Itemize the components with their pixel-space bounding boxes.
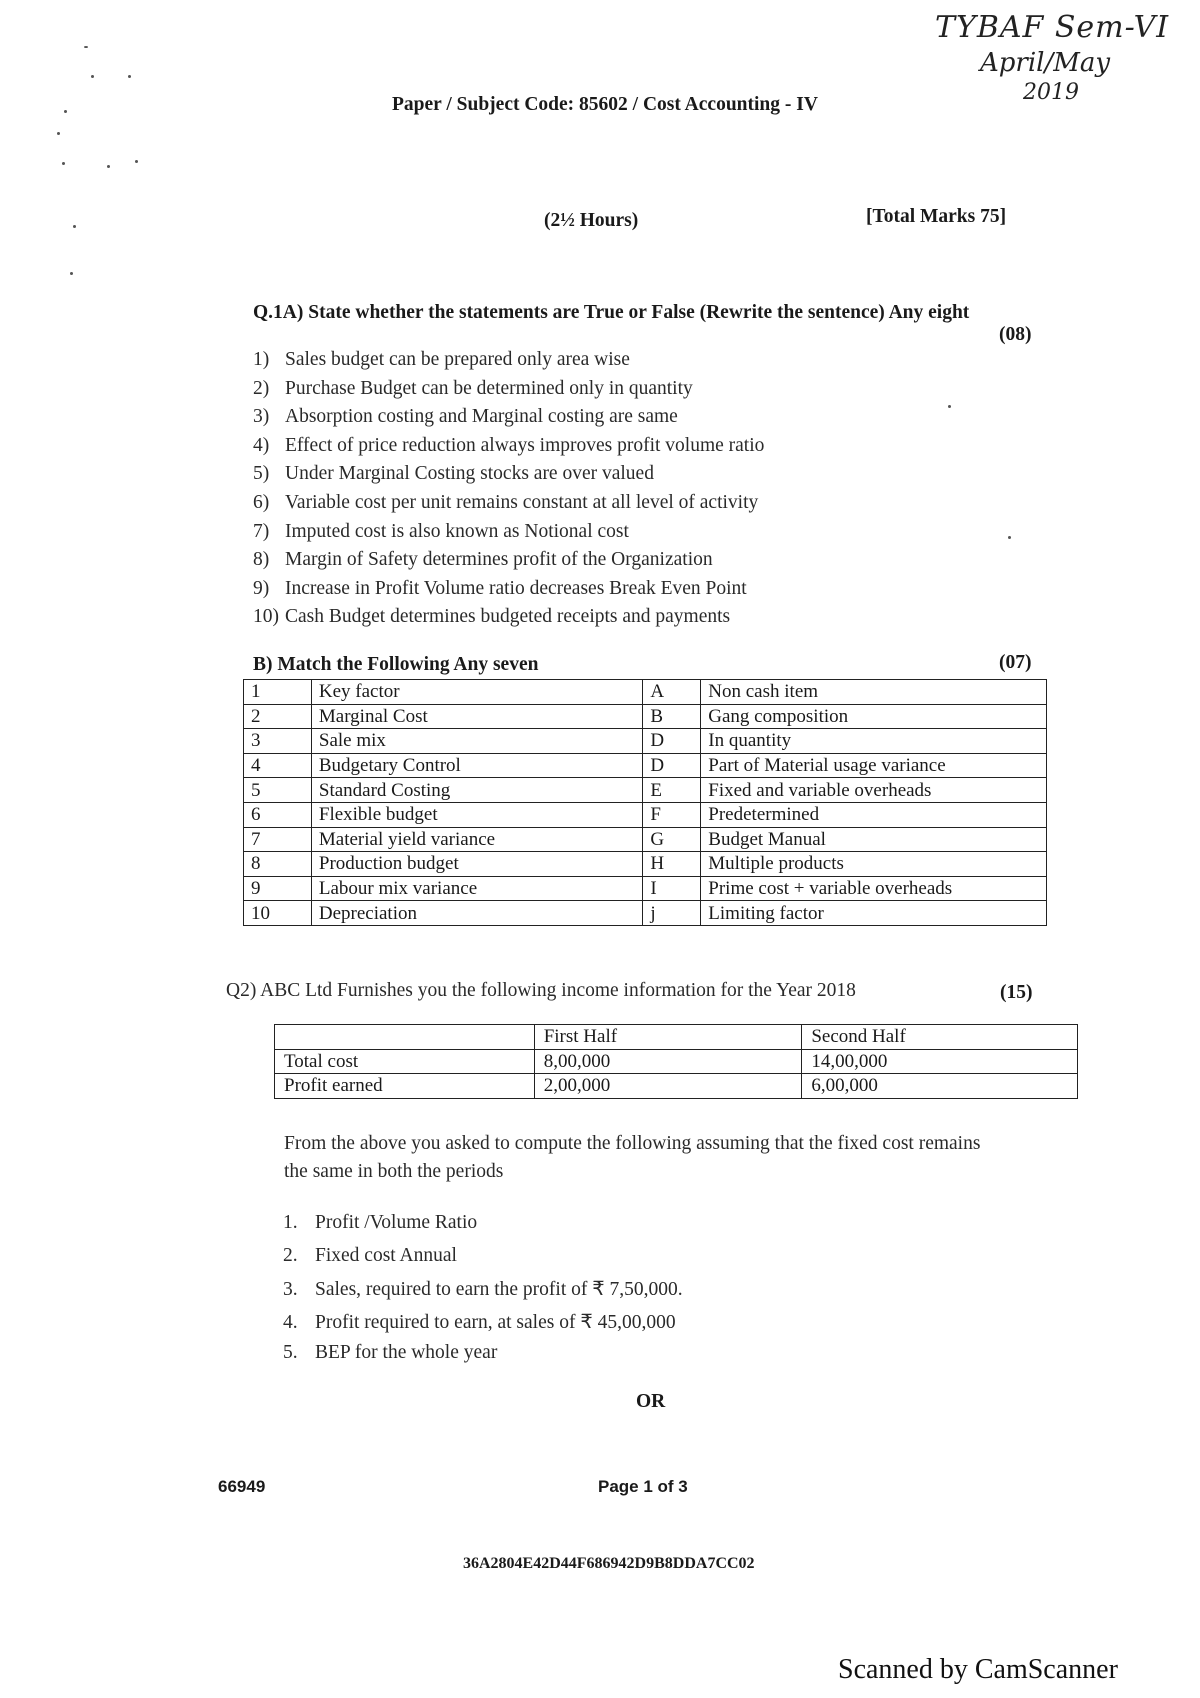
- camscanner-watermark: Scanned by CamScanner: [838, 1654, 1118, 1685]
- scan-speck: [1008, 536, 1011, 539]
- q1b-marks: (07): [999, 652, 1032, 673]
- document-hash: 36A2804E42D44F686942D9B8DDA7CC02: [463, 1555, 755, 1572]
- scan-speck: [135, 160, 138, 163]
- list-item: 2. Fixed cost Annual: [283, 1244, 457, 1266]
- list-item: 7) Imputed cost is also known as Notional cost: [253, 520, 629, 542]
- q2-task-list: [283, 1212, 683, 1375]
- q1a-statement-list: [253, 349, 953, 635]
- table-row: 5 Standard Costing E Fixed and variable overheads: [244, 778, 1047, 803]
- list-item: 3. Sales, required to earn the profit of ₹ 7,50,000.: [283, 1279, 683, 1300]
- list-item: 8) Margin of Safety determines profit of the Organization: [253, 549, 713, 571]
- list-item: 9) Increase in Profit Volume ratio decreases Break Even Point: [253, 577, 747, 599]
- table-row: 1 Key factor A Non cash item: [244, 680, 1047, 705]
- footer-code: 66949: [218, 1477, 266, 1496]
- list-item: 4) Effect of price reduction always improves profit volume ratio: [253, 434, 765, 456]
- handwritten-note-line3: 2019: [1023, 80, 1079, 105]
- match-table: [243, 679, 1047, 926]
- table-header-row: First Half Second Half: [275, 1025, 1078, 1050]
- scan-speck: [91, 75, 94, 78]
- table-row: 7 Material yield variance G Budget Manual: [244, 827, 1047, 852]
- list-item: 1) Sales budget can be prepared only area wise: [253, 349, 630, 370]
- table-row: 8 Production budget H Multiple products: [244, 852, 1047, 877]
- list-item: 2) Purchase Budget can be determined only in quantity: [253, 377, 693, 399]
- page-number: Page 1 of 3: [598, 1477, 688, 1496]
- list-item: 5. BEP for the whole year: [283, 1342, 498, 1363]
- table-row: 4 Budgetary Control D Part of Material usage variance: [244, 753, 1047, 778]
- table-row: 6 Flexible budget F Predetermined: [244, 802, 1047, 827]
- scan-speck: [64, 110, 67, 113]
- scan-speck: [73, 225, 76, 228]
- q2-instruction-line1: From the above you asked to compute the following assuming that the fixed cost remains: [284, 1133, 981, 1154]
- q2-marks: (15): [1000, 982, 1033, 1003]
- paper-code-title: Paper / Subject Code: 85602 / Cost Accounting - IV: [392, 94, 818, 115]
- list-item: 3) Absorption costing and Marginal costing are same: [253, 406, 678, 428]
- list-item: 1. Profit /Volume Ratio: [283, 1212, 478, 1233]
- list-item: 4. Profit required to earn, at sales of ₹ 45,00,000: [283, 1311, 676, 1333]
- or-label: OR: [636, 1391, 666, 1412]
- list-item: 5) Under Marginal Costing stocks are over valued: [253, 463, 654, 485]
- table-row: Profit earned 2,00,000 6,00,000: [275, 1074, 1078, 1099]
- q1a-marks: (08): [999, 324, 1032, 345]
- q1a-title: Q.1A) State whether the statements are True or False (Rewrite the sentence) Any eight: [253, 302, 970, 323]
- scan-speck: [70, 272, 73, 275]
- q2-title: Q2) ABC Ltd Furnishes you the following income information for the Year 2018: [226, 980, 856, 1001]
- income-table: [274, 1024, 1078, 1099]
- table-row: Total cost 8,00,000 14,00,000: [275, 1049, 1078, 1074]
- scan-speck: [62, 162, 65, 165]
- q2-instruction-line2: the same in both the periods: [284, 1161, 504, 1182]
- exam-duration: (2½ Hours): [544, 210, 639, 231]
- table-row: 10 Depreciation j Limiting factor: [244, 901, 1047, 926]
- scan-speck: [107, 165, 110, 168]
- handwritten-note-line1: TYBAF Sem-VI: [935, 10, 1170, 45]
- scan-speck: [57, 132, 60, 135]
- scan-speck: [128, 75, 131, 78]
- list-item: 10) Cash Budget determines budgeted receipts and payments: [253, 606, 731, 628]
- table-row: 2 Marginal Cost B Gang composition: [244, 704, 1047, 729]
- table-row: 9 Labour mix variance I Prime cost + variable overheads: [244, 876, 1047, 901]
- table-row: 3 Sale mix D In quantity: [244, 729, 1047, 754]
- list-item: 6) Variable cost per unit remains constant at all level of activity: [253, 491, 759, 513]
- scan-speck: [84, 46, 88, 48]
- handwritten-note-line2: April/May: [980, 48, 1111, 78]
- q1b-title: B) Match the Following Any seven: [253, 654, 539, 675]
- total-marks: [Total Marks 75]: [866, 206, 1007, 227]
